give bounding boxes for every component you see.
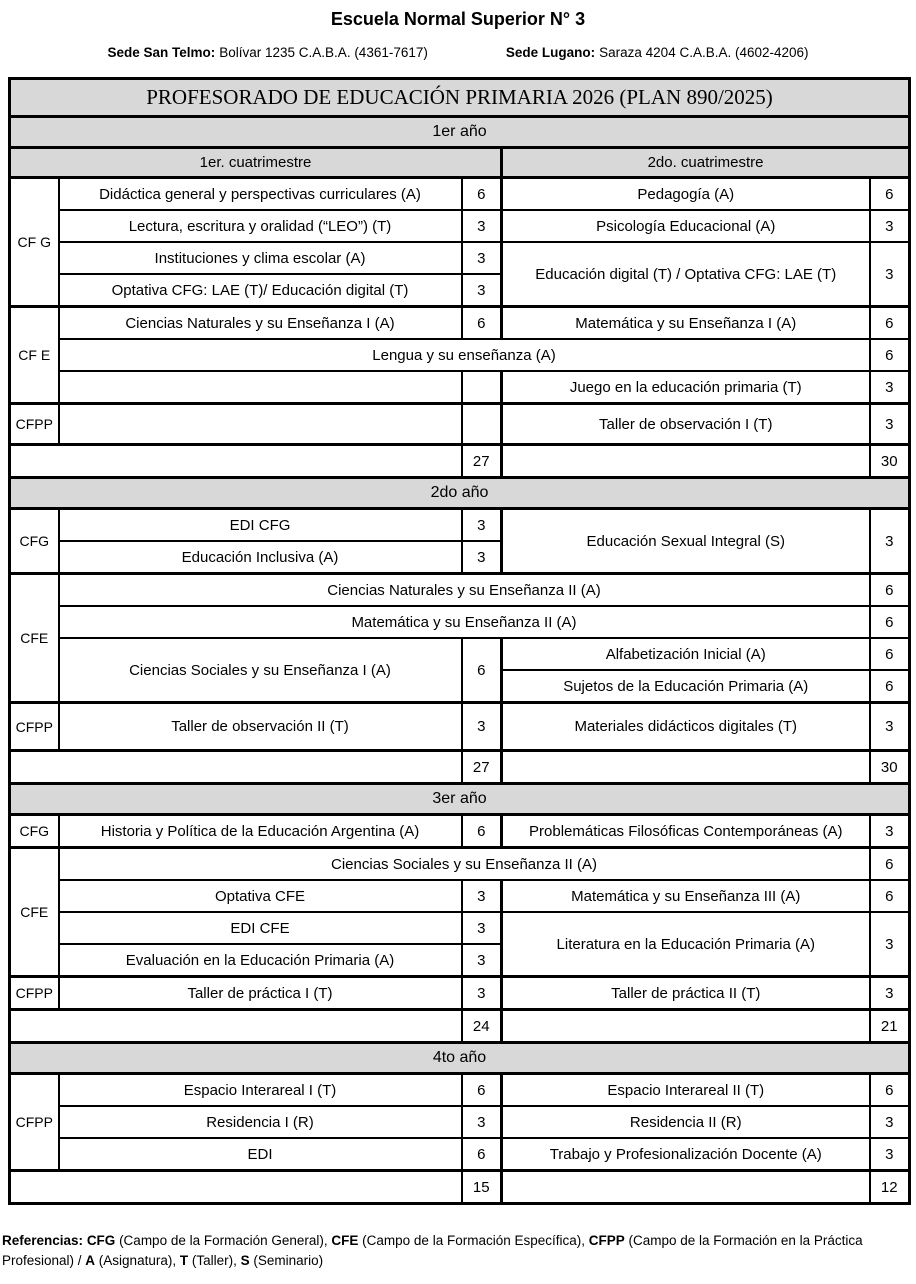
curriculum-table bbox=[8, 77, 911, 1205]
table-row bbox=[10, 1074, 910, 1107]
totals-row bbox=[10, 1010, 910, 1043]
references-note bbox=[2, 1231, 914, 1272]
table-row bbox=[10, 210, 910, 242]
course-cell: Espacio Interareal I (T) bbox=[59, 1074, 462, 1107]
course-cell: Educación digital (T) / Optativa CFG: LAE (T) bbox=[502, 242, 870, 307]
course-cell: Taller de observación II (T) bbox=[59, 703, 462, 751]
credit-cell: 6 bbox=[870, 606, 910, 638]
table-row bbox=[10, 371, 910, 404]
campus-addresses bbox=[0, 45, 916, 60]
credit-cell: 6 bbox=[462, 178, 502, 211]
totals-row bbox=[10, 1171, 910, 1204]
credit-cell: 3 bbox=[462, 880, 502, 912]
sede-san-telmo bbox=[107, 45, 427, 60]
course-cell: EDI CFE bbox=[59, 912, 462, 944]
course-cell: Historia y Política de la Educación Argentina (A) bbox=[59, 815, 462, 848]
table-row bbox=[10, 848, 910, 881]
field-label: CFPP bbox=[10, 703, 59, 751]
table-row bbox=[10, 703, 910, 751]
course-cell: Residencia II (R) bbox=[502, 1106, 870, 1138]
total-cell: 15 bbox=[462, 1171, 502, 1204]
credit-cell: 3 bbox=[462, 1106, 502, 1138]
empty-cell bbox=[59, 371, 462, 404]
credit-cell: 6 bbox=[462, 1138, 502, 1171]
course-cell: EDI bbox=[59, 1138, 462, 1171]
course-cell: Trabajo y Profesionalización Docente (A) bbox=[502, 1138, 870, 1171]
abbr-cfpp: CFPP bbox=[588, 1233, 625, 1248]
year2-header-row bbox=[10, 478, 910, 509]
year2-title: 2do año bbox=[10, 478, 910, 509]
desc-cfg: (Campo de la Formación General), bbox=[115, 1233, 332, 1248]
abbr-a: A bbox=[85, 1253, 96, 1269]
page-header bbox=[0, 0, 916, 60]
credit-cell: 6 bbox=[462, 638, 502, 703]
field-label: CFPP bbox=[10, 1074, 59, 1171]
course-cell: Ciencias Naturales y su Enseñanza I (A) bbox=[59, 307, 462, 340]
table-row bbox=[10, 339, 910, 371]
course-cell: Pedagogía (A) bbox=[502, 178, 870, 211]
table-row bbox=[10, 638, 910, 670]
credit-cell: 3 bbox=[462, 509, 502, 542]
course-cell: Instituciones y clima escolar (A) bbox=[59, 242, 462, 274]
empty-cell bbox=[502, 1171, 870, 1204]
desc-s: (Seminario) bbox=[249, 1253, 324, 1269]
table-row bbox=[10, 178, 910, 211]
credit-cell: 3 bbox=[462, 912, 502, 944]
year1-header-row bbox=[10, 117, 910, 148]
course-cell: Matemática y su Enseñanza III (A) bbox=[502, 880, 870, 912]
course-cell: Taller de práctica II (T) bbox=[502, 977, 870, 1010]
credit-cell: 3 bbox=[462, 242, 502, 274]
desc-cfpp: (Campo de la Formación en la Práctica Profesional) / bbox=[2, 1233, 863, 1269]
course-cell: Matemática y su Enseñanza I (A) bbox=[502, 307, 870, 340]
table-row bbox=[10, 1106, 910, 1138]
year3-header-row bbox=[10, 784, 910, 815]
empty-cell bbox=[502, 1010, 870, 1043]
table-row bbox=[10, 404, 910, 445]
field-label: CFE bbox=[10, 574, 59, 703]
credit-cell: 3 bbox=[870, 1138, 910, 1171]
empty-cell bbox=[10, 1171, 462, 1204]
credit-cell: 3 bbox=[462, 703, 502, 751]
credit-cell: 3 bbox=[870, 509, 910, 574]
credit-cell: 6 bbox=[870, 339, 910, 371]
credit-cell: 6 bbox=[870, 638, 910, 670]
field-label: CFPP bbox=[10, 977, 59, 1010]
field-label: CF G bbox=[10, 178, 59, 307]
credit-cell: 3 bbox=[870, 977, 910, 1010]
year1-title: 1er año bbox=[10, 117, 910, 148]
abbr-cfg: CFG bbox=[86, 1233, 116, 1248]
course-cell: Juego en la educación primaria (T) bbox=[502, 371, 870, 404]
field-label: CFG bbox=[10, 815, 59, 848]
table-row bbox=[10, 242, 910, 274]
field-label: CFPP bbox=[10, 404, 59, 445]
abbr-cfe: CFE bbox=[331, 1233, 359, 1248]
credit-cell: 6 bbox=[870, 307, 910, 340]
course-cell: Educación Inclusiva (A) bbox=[59, 541, 462, 574]
credit-cell: 3 bbox=[462, 274, 502, 307]
credit-cell: 6 bbox=[870, 848, 910, 881]
sede-lugano-label: Sede Lugano: bbox=[505, 45, 596, 60]
total-cell: 24 bbox=[462, 1010, 502, 1043]
total-cell: 27 bbox=[462, 445, 502, 478]
field-label: CFG bbox=[10, 509, 59, 574]
total-cell: 21 bbox=[870, 1010, 910, 1043]
course-cell: Residencia I (R) bbox=[59, 1106, 462, 1138]
course-cell: EDI CFG bbox=[59, 509, 462, 542]
credit-cell: 3 bbox=[870, 242, 910, 307]
semester-1-header: 1er. cuatrimestre bbox=[10, 148, 502, 178]
course-cell: Ciencias Sociales y su Enseñanza I (A) bbox=[59, 638, 462, 703]
credit-cell: 3 bbox=[870, 703, 910, 751]
year3-title: 3er año bbox=[10, 784, 910, 815]
year4-header-row bbox=[10, 1043, 910, 1074]
credit-cell: 6 bbox=[462, 815, 502, 848]
references-label: Referencias: bbox=[2, 1233, 84, 1248]
course-cell: Espacio Interareal II (T) bbox=[502, 1074, 870, 1107]
totals-row bbox=[10, 445, 910, 478]
table-row bbox=[10, 1138, 910, 1171]
course-cell: Ciencias Naturales y su Enseñanza II (A) bbox=[59, 574, 870, 607]
course-cell: Didáctica general y perspectivas curriculares (A) bbox=[59, 178, 462, 211]
course-cell: Sujetos de la Educación Primaria (A) bbox=[502, 670, 870, 703]
table-title-row bbox=[10, 79, 910, 117]
empty-cell bbox=[462, 371, 502, 404]
credit-cell: 3 bbox=[870, 912, 910, 977]
empty-cell bbox=[59, 404, 462, 445]
school-title: Escuela Normal Superior N° 3 bbox=[330, 9, 586, 29]
sede-lugano-value: Saraza 4204 C.A.B.A. (4602-4206) bbox=[599, 45, 809, 60]
course-cell: Evaluación en la Educación Primaria (A) bbox=[59, 944, 462, 977]
credit-cell: 3 bbox=[870, 371, 910, 404]
empty-cell bbox=[10, 1010, 462, 1043]
credit-cell: 6 bbox=[462, 1074, 502, 1107]
credit-cell: 3 bbox=[462, 944, 502, 977]
credit-cell: 3 bbox=[462, 541, 502, 574]
table-row bbox=[10, 912, 910, 944]
table-row bbox=[10, 574, 910, 607]
abbr-s: S bbox=[240, 1253, 250, 1269]
table-title: PROFESORADO DE EDUCACIÓN PRIMARIA 2026 (PLAN 890/2025) bbox=[10, 79, 910, 117]
credit-cell: 6 bbox=[870, 1074, 910, 1107]
course-cell: Lectura, escritura y oralidad (“LEO”) (T) bbox=[59, 210, 462, 242]
credit-cell: 6 bbox=[870, 880, 910, 912]
sede-lugano bbox=[506, 45, 809, 60]
sede-san-telmo-value: Bolívar 1235 C.A.B.A. (4361-7617) bbox=[219, 45, 428, 60]
total-cell: 30 bbox=[870, 751, 910, 784]
course-cell: Matemática y su Enseñanza II (A) bbox=[59, 606, 870, 638]
course-cell: Literatura en la Educación Primaria (A) bbox=[502, 912, 870, 977]
table-row bbox=[10, 509, 910, 542]
desc-a: (Asignatura), bbox=[95, 1253, 180, 1269]
semester-header-row bbox=[10, 148, 910, 178]
credit-cell: 6 bbox=[462, 307, 502, 340]
table-row bbox=[10, 815, 910, 848]
desc-cfe: (Campo de la Formación Específica), bbox=[358, 1233, 589, 1248]
course-cell: Educación Sexual Integral (S) bbox=[502, 509, 870, 574]
empty-cell bbox=[502, 751, 870, 784]
table-row bbox=[10, 977, 910, 1010]
total-cell: 12 bbox=[870, 1171, 910, 1204]
table-row bbox=[10, 606, 910, 638]
empty-cell bbox=[502, 445, 870, 478]
total-cell: 27 bbox=[462, 751, 502, 784]
field-label: CF E bbox=[10, 307, 59, 404]
credit-cell: 3 bbox=[462, 210, 502, 242]
credit-cell: 3 bbox=[870, 1106, 910, 1138]
credit-cell: 6 bbox=[870, 178, 910, 211]
sede-san-telmo-label: Sede San Telmo: bbox=[107, 45, 216, 60]
credit-cell: 3 bbox=[870, 815, 910, 848]
empty-cell bbox=[10, 751, 462, 784]
course-cell: Taller de observación I (T) bbox=[502, 404, 870, 445]
year4-title: 4to año bbox=[10, 1043, 910, 1074]
credit-cell: 3 bbox=[462, 977, 502, 1010]
course-cell: Taller de práctica I (T) bbox=[59, 977, 462, 1010]
credit-cell: 3 bbox=[870, 210, 910, 242]
course-cell: Optativa CFG: LAE (T)/ Educación digital (T) bbox=[59, 274, 462, 307]
total-cell: 30 bbox=[870, 445, 910, 478]
desc-t: (Taller), bbox=[188, 1253, 241, 1269]
course-cell: Alfabetización Inicial (A) bbox=[502, 638, 870, 670]
table-row bbox=[10, 307, 910, 340]
totals-row bbox=[10, 751, 910, 784]
semester-2-header: 2do. cuatrimestre bbox=[502, 148, 910, 178]
course-cell: Lengua y su enseñanza (A) bbox=[59, 339, 870, 371]
field-label: CFE bbox=[10, 848, 59, 977]
course-cell: Optativa CFE bbox=[59, 880, 462, 912]
empty-cell bbox=[462, 404, 502, 445]
course-cell: Ciencias Sociales y su Enseñanza II (A) bbox=[59, 848, 870, 881]
course-cell: Materiales didácticos digitales (T) bbox=[502, 703, 870, 751]
credit-cell: 6 bbox=[870, 574, 910, 607]
empty-cell bbox=[10, 445, 462, 478]
credit-cell: 3 bbox=[870, 404, 910, 445]
table-row bbox=[10, 880, 910, 912]
credit-cell: 6 bbox=[870, 670, 910, 703]
abbr-t: T bbox=[179, 1253, 189, 1269]
course-cell: Problemáticas Filosóficas Contemporáneas (A) bbox=[502, 815, 870, 848]
course-cell: Psicología Educacional (A) bbox=[502, 210, 870, 242]
